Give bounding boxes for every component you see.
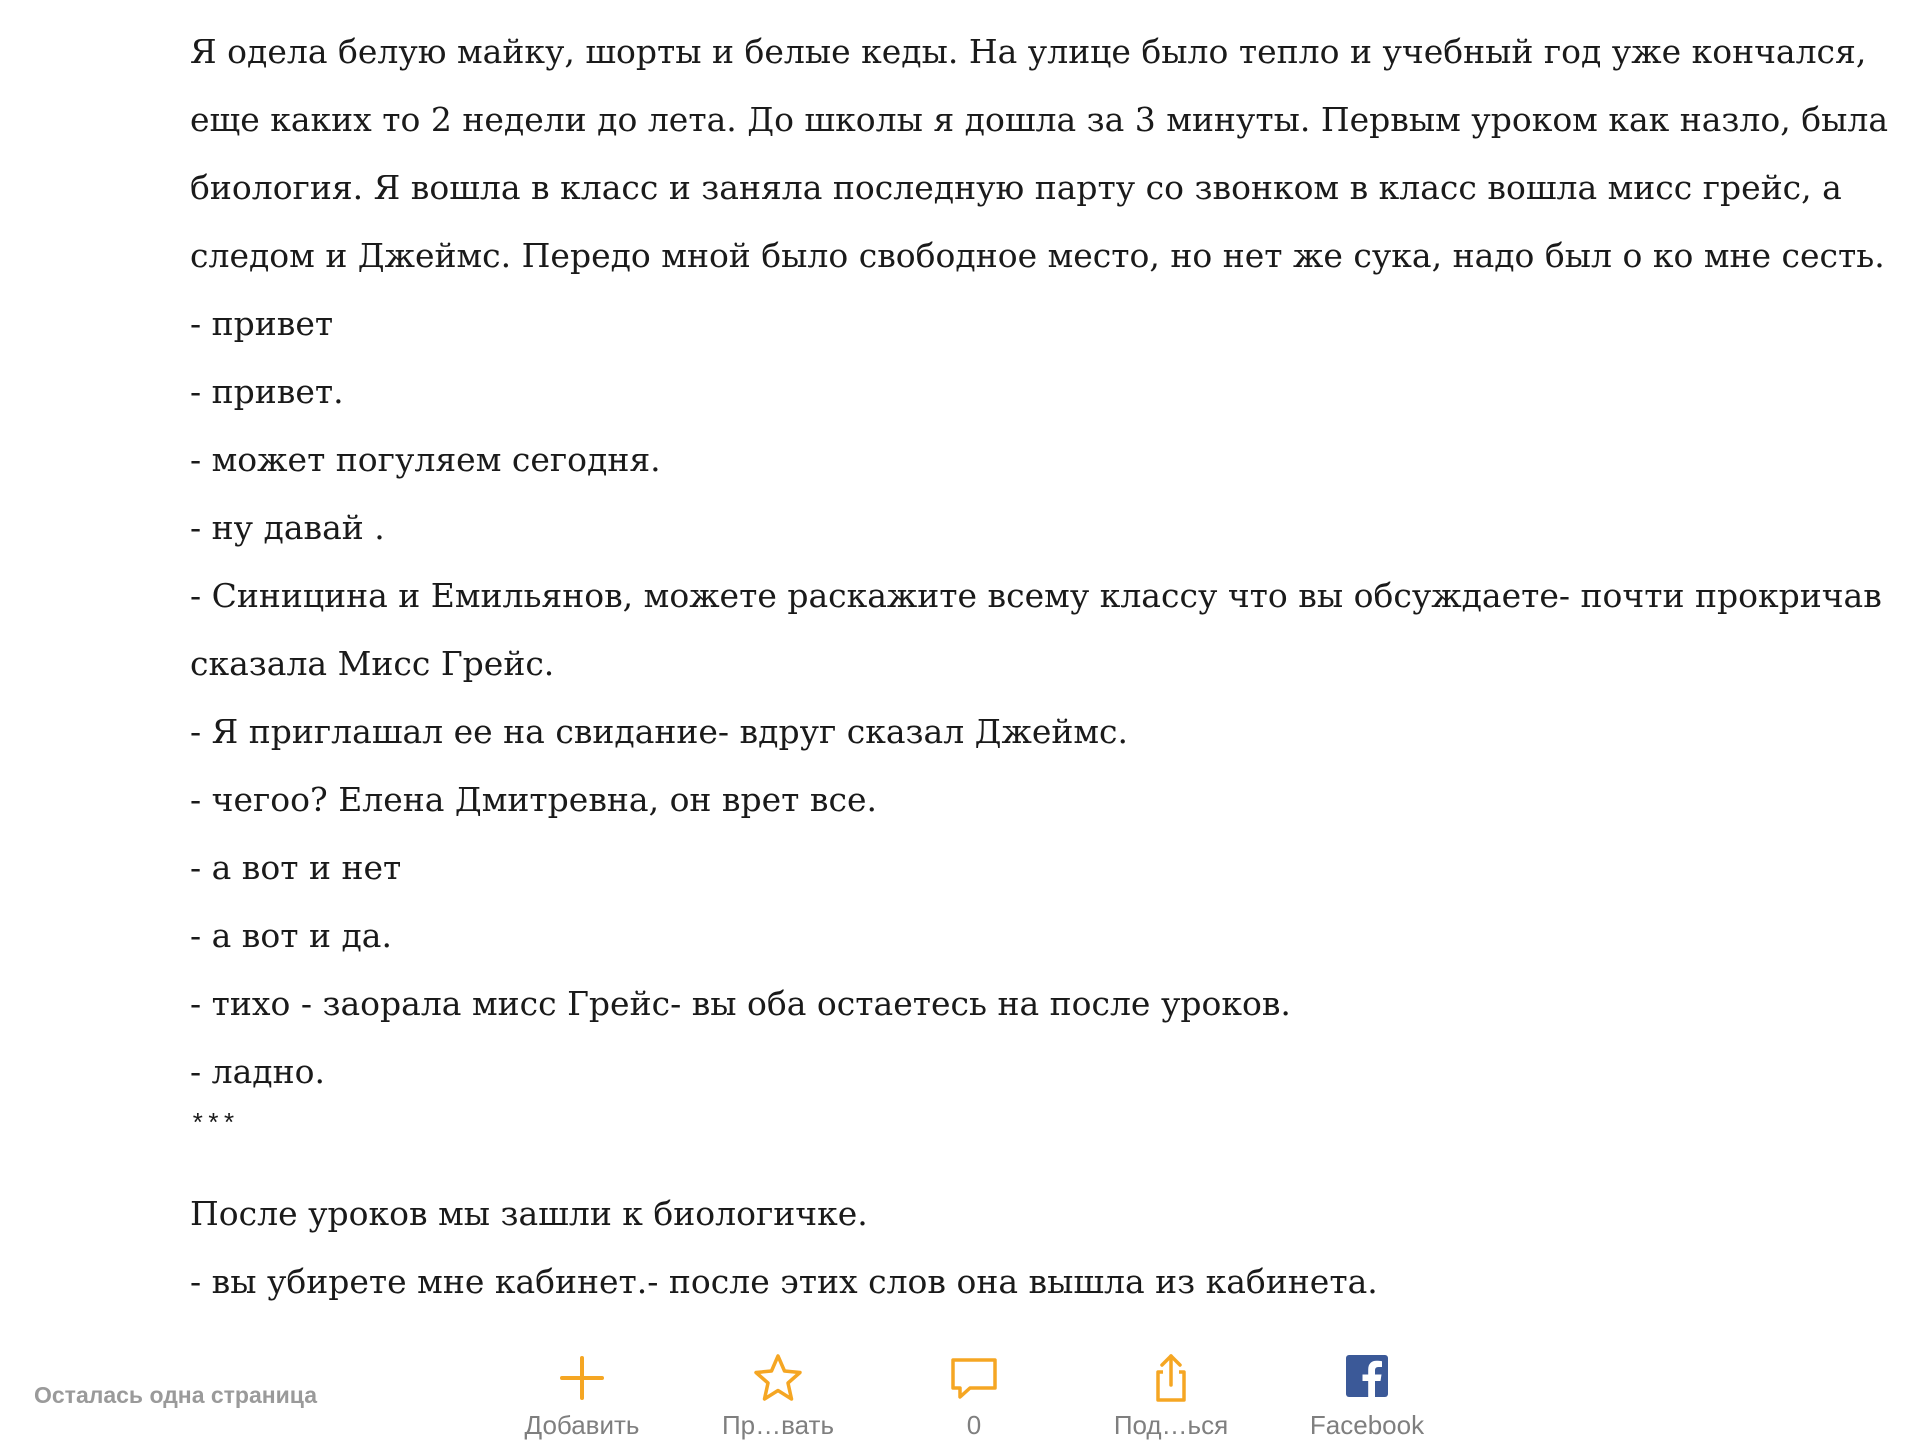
text-line: - а вот и да. xyxy=(190,916,392,955)
text-line: сказала Мисс Грейс. xyxy=(190,644,555,683)
text-line: - Синицина и Емильянов, можете раскажите всему классу что вы обсуждаете- почти прокричав xyxy=(190,576,1882,615)
text-line: - привет xyxy=(190,304,334,343)
bottom-toolbar xyxy=(0,1340,1920,1440)
text-line: После уроков мы зашли к биологичке. xyxy=(190,1194,868,1233)
text-line: - вы убирете мне кабинет.- после этих слов она вышла из кабинета. xyxy=(190,1262,1378,1301)
text-line: - ладно. xyxy=(190,1052,325,1091)
scene-break: *** xyxy=(190,1110,237,1140)
text-line: Я одела белую майку, шорты и белые кеды. На улице было тепло и учебный год уже кончался, xyxy=(190,32,1867,71)
rate-label: Пр…вать xyxy=(721,1410,834,1440)
plus-icon xyxy=(556,1352,608,1404)
rate-button[interactable] xyxy=(693,1340,863,1440)
comments-count: 0 xyxy=(966,1410,982,1440)
add-label: Добавить xyxy=(524,1410,640,1440)
reading-area xyxy=(190,18,1889,1316)
share-label: Под…ься xyxy=(1113,1410,1229,1440)
pages-left-indicator: Осталась одна страница xyxy=(34,1382,318,1408)
add-button[interactable] xyxy=(497,1340,667,1440)
share-icon xyxy=(1145,1352,1197,1404)
facebook-icon xyxy=(1341,1352,1393,1404)
text-line: еще каких то 2 недели до лета. До школы я дошла за 3 минуты. Первым уроком как назло, была xyxy=(190,100,1889,139)
text-line: биология. Я вошла в класс и заняла последную парту со звонком в класс вошла мисс грейс, а xyxy=(190,168,1842,207)
share-button[interactable] xyxy=(1086,1340,1256,1440)
facebook-button[interactable] xyxy=(1282,1340,1452,1440)
text-line: - тихо - заорала мисс Грейс- вы оба остаетесь на после уроков. xyxy=(190,984,1291,1023)
comment-icon xyxy=(948,1352,1000,1404)
text-line: - а вот и нет xyxy=(190,848,402,887)
text-line: - Я приглашал ее на свидание- вдруг сказал Джеймс. xyxy=(190,712,1129,751)
comments-button[interactable] xyxy=(889,1340,1059,1440)
text-line: следом и Джеймс. Передо мной было свободное место, но нет же сука, надо был о ко мне сесть. xyxy=(190,236,1885,275)
text-line: - чегоо? Елена Дмитревна, он врет все. xyxy=(190,780,877,819)
text-line: - ну давай . xyxy=(190,508,385,547)
facebook-label: Facebook xyxy=(1309,1410,1425,1440)
text-line: - может погуляем сегодня. xyxy=(190,440,661,479)
text-line: - привет. xyxy=(190,372,344,411)
star-icon xyxy=(752,1352,804,1404)
